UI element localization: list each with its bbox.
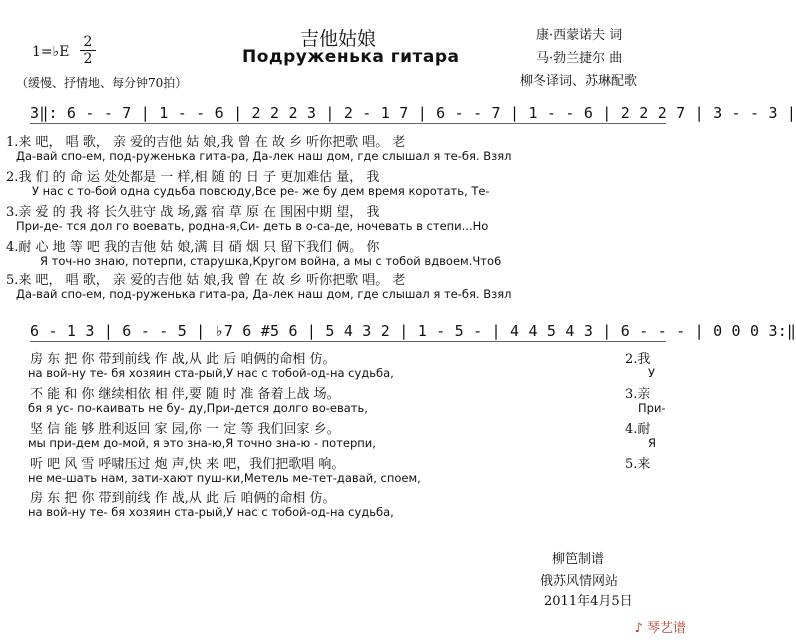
key-signature: 1=♭E: [32, 44, 70, 60]
meter-bottom: 2: [80, 50, 96, 67]
notation-line-2: 6 - 1 3 | 6 - - 5 | ♭7 6 #5 6 | 5 4 3 2 | 1 - 5 - | 4 4 5 4 3 | 6 - - - | 0 0 0 3:‖: [30, 322, 796, 340]
verse-3-russian-cont: мы при-дем до-мой, я это зна-ю,Я точно зна-ю - потерпи,: [28, 436, 376, 450]
pickup-verse-3: 3.亲: [625, 387, 651, 402]
pickup-verse-5: 5.来: [625, 457, 651, 472]
verse-1-chinese-cont: 房 东 把 你 带到前线 作 战,从 此 后 咱俩的命相 仿。: [30, 352, 336, 367]
verse-2-chinese-cont: 不 能 和 你 继续相依 相 伴,要 随 时 准 备着上战 场。: [30, 387, 340, 402]
watermark-text: 琴艺谱: [646, 621, 686, 636]
verse-3-russian: При-де- тся дол го воевать, родна-я,Си- деть в о-са-де, ночевать в степи...Но: [16, 219, 489, 233]
verse-1-chinese: 1.来 吧， 唱 歌， 亲 爱的吉他 姑 娘,我 曾 在 故 乡 听你把歌 唱。 老: [6, 135, 406, 150]
notation-maker: 柳笆制谱: [552, 552, 605, 567]
verse-4-chinese: 4.耐 心 地 等 吧 我的吉他 姑 娘,满 目 硝 烟 只 留下我们 俩。 你: [6, 240, 380, 255]
verse-5-chinese-cont: 房 东 把 你 带到前线 作 战,从 此 后 咱俩的命相 仿。: [30, 491, 336, 506]
verse-5-chinese: 5.来 吧， 唱 歌， 亲 爱的吉他 姑 娘,我 曾 在 故 乡 听你把歌 唱。 老: [6, 273, 406, 288]
verse-1-russian-cont: на вой-ну те- бя хозяин ста-рый,У нас с тобой-од-на судьба,: [28, 366, 394, 380]
pickup-verse-3-ru: При-: [638, 401, 666, 415]
watermark-icon: ♪: [634, 621, 647, 636]
beam-line-1: [30, 123, 666, 124]
verse-2-russian-cont: бя я ус- по-каивать не бу- ду,При-дется долго во-евать,: [28, 401, 368, 415]
lyricist-credit: 康·西蒙诺夫 词: [536, 28, 623, 43]
beam-line-2: [30, 341, 666, 342]
verse-2-russian: У нас с то-бой одна судьба повсюду,Все ре- же бу дем время коротать, Те-: [32, 184, 490, 198]
verse-3-chinese: 3.亲 爱 的 我 将 长久驻守 战 场,露 宿 草 原 在 围困中期 望， 我: [6, 205, 380, 220]
verse-3-chinese-cont: 坚 信 能 够 胜利返回 家 园,你 一 定 等 我们回家 乡。: [30, 422, 340, 437]
pickup-verse-4-ru: Я: [648, 436, 656, 450]
verse-4-russian: Я точ-но знаю, потерпи, старушка,Кругом война, а мы с тобой вдвоем.Что6: [40, 254, 502, 268]
time-signature: [80, 34, 96, 67]
verse-4-chinese-cont: 听 吧 风 雪 呼啸压过 炮 声,快 来 吧，我们把歌唱 响。: [30, 457, 345, 472]
translator-credit: 柳冬译词、苏琳配歌: [520, 74, 638, 89]
verse-5-russian: Да-вай спо-ем, под-руженька гита-ра, Да-лек наш дом, где слышал я те-бя. Взял: [16, 287, 512, 301]
pickup-verse-2: 2.我: [625, 352, 651, 367]
tempo-marking: （缓慢、抒情地、每分钟70拍）: [16, 76, 188, 90]
composer-credit: 马·勃兰捷尔 曲: [536, 51, 623, 66]
song-title-chinese: 吉他姑娘: [300, 28, 377, 50]
notation-date: 2011年4月5日: [544, 594, 633, 609]
pickup-verse-2-ru: У: [648, 366, 656, 380]
pickup-verse-4: 4.耐: [625, 422, 651, 437]
verse-2-chinese: 2.我 们 的 命 运 处处都是 一 样,相 随 的 日 子 更加难估 量， 我: [6, 170, 380, 185]
source-site: 俄苏风情网站: [540, 574, 619, 589]
meter-top: 2: [83, 34, 93, 50]
watermark-logo: [635, 617, 686, 636]
verse-5-russian-cont: на вой-ну те- бя хозяин ста-рый,У нас с тобой-од-на судьба,: [28, 505, 394, 519]
song-title-russian: Подруженька гитара: [242, 47, 460, 67]
verse-1-russian: Да-вай спо-ем, под-руженька гита-ра, Да-лек наш дом, где слышал я те-бя. Взял: [16, 149, 512, 163]
verse-4-russian-cont: не ме-шать нам, зати-хают пуш-ки,Метель ме-тет-давай, споем,: [28, 471, 421, 485]
notation-line-1: 3‖: 6 - - 7 | 1 - - 6 | 2 2 2 3 | 2 - 1 7 | 6 - - 7 | 1 - - 6 | 2 2 2 7 | 3 - - 3 |: [30, 104, 796, 122]
